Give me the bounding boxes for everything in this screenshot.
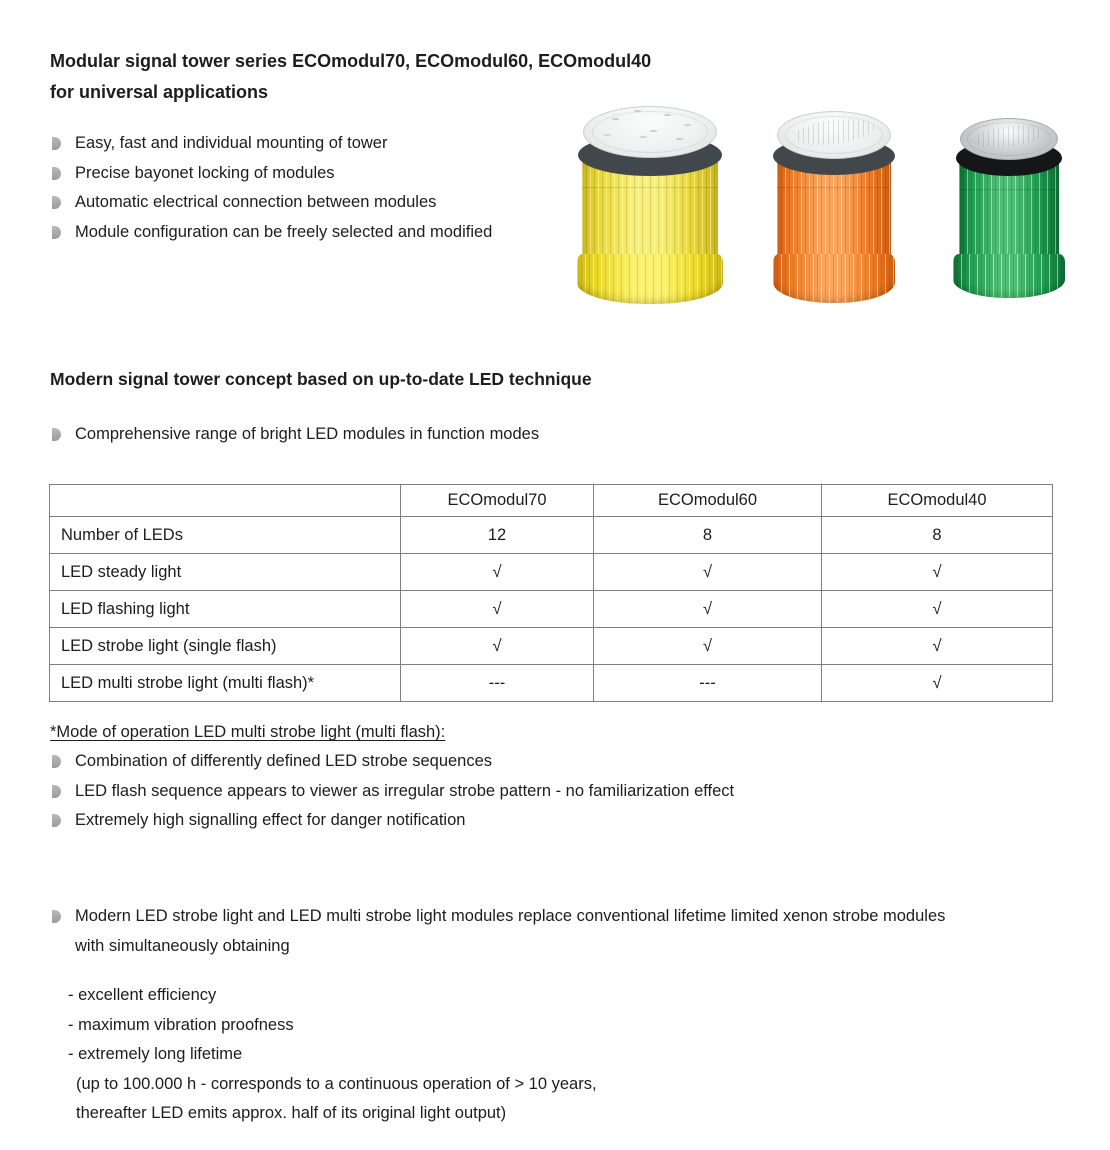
closing-text <box>75 902 945 961</box>
cap-printed-label <box>793 115 876 149</box>
bullet-text: Automatic electrical connection between modules <box>75 193 437 211</box>
bullet-text: Module configuration can be freely selected and modified <box>75 222 493 241</box>
spec-row <box>50 517 1053 554</box>
spec-row-label: LED steady light <box>50 554 401 591</box>
spec-header-ecomodul60: ECOmodul60 <box>594 485 822 517</box>
benefit-items <box>68 981 597 1070</box>
bullet-item <box>50 218 492 248</box>
bullet-icon <box>52 814 61 827</box>
closing-line-1: Modern LED strobe light and LED multi strobe light modules replace conventional lifetime limited xenon strobe modules <box>75 907 946 925</box>
bullet-text: Extremely high signalling effect for danger notification <box>75 811 466 829</box>
module-base <box>773 254 895 303</box>
intro-feature-list <box>50 129 492 247</box>
bullet-icon <box>52 196 61 209</box>
benefit-item: - maximum vibration proofness <box>68 1015 294 1034</box>
title-line-2: for universal applications <box>50 81 269 102</box>
spec-row-label: LED flashing light <box>50 591 401 628</box>
closing-line-2: with simultaneously obtaining <box>75 936 290 955</box>
page-title <box>50 46 651 107</box>
spec-row-label: LED multi strobe light (multi flash)* <box>50 665 401 702</box>
footnote-heading: *Mode of operation LED multi strobe light (multi flash): <box>50 723 446 741</box>
footnote-bullet-list <box>50 747 734 836</box>
spec-header-empty <box>50 485 401 517</box>
spec-value: 8 <box>822 517 1053 554</box>
spec-value: --- <box>594 665 822 702</box>
spec-row <box>50 665 1053 702</box>
module-cap <box>583 106 717 158</box>
title-line-1: Modular signal tower series ECOmodul70, ECOmodul60, ECOmodul40 <box>50 51 652 71</box>
bullet-text: Precise bayonet locking of modules <box>75 163 335 182</box>
product-photo-ecomodul40-green <box>953 118 1065 298</box>
module-cap <box>960 118 1058 160</box>
spec-value: √ <box>822 665 1053 702</box>
bullet-item <box>50 420 539 450</box>
spec-row-label: LED strobe light (single flash) <box>50 628 401 665</box>
module-base <box>577 254 723 304</box>
closing-paragraph <box>50 902 945 961</box>
spec-row <box>50 628 1053 665</box>
spec-value: √ <box>401 591 594 628</box>
spec-table-container <box>49 484 1053 702</box>
bullet-icon <box>52 910 61 923</box>
bullet-text: Comprehensive range of bright LED modules in function modes <box>75 425 540 443</box>
bullet-icon <box>52 785 61 798</box>
spec-value: √ <box>822 554 1053 591</box>
spec-value: --- <box>401 665 594 702</box>
cap-printed-label <box>973 122 1044 151</box>
bullet-icon <box>52 167 61 180</box>
spec-value: √ <box>594 554 822 591</box>
spec-table-header <box>50 485 1053 517</box>
bullet-item <box>50 806 734 836</box>
spec-header-ecomodul70: ECOmodul70 <box>401 485 594 517</box>
spec-table <box>49 484 1053 702</box>
spec-value: 8 <box>594 517 822 554</box>
module-cap <box>777 111 891 159</box>
spec-row-label: Number of LEDs <box>50 517 401 554</box>
bullet-text: LED flash sequence appears to viewer as irregular strobe pattern - no familiarization effect <box>75 781 735 800</box>
spec-header-ecomodul40: ECOmodul40 <box>822 485 1053 517</box>
lifetime-note-line-2: thereafter LED emits approx. half of its original light output) <box>76 1104 507 1122</box>
product-photo-ecomodul70-yellow <box>577 106 723 304</box>
spec-row <box>50 591 1053 628</box>
section-heading: Modern signal tower concept based on up-to-date LED technique <box>50 369 592 389</box>
bullet-item <box>50 747 734 777</box>
bullet-icon <box>52 755 61 768</box>
lifetime-note-line-1: (up to 100.000 h - corresponds to a continuous operation of > 10 years, <box>76 1074 597 1093</box>
product-photo-ecomodul60-orange <box>773 111 895 303</box>
bullet-text: Combination of differently defined LED strobe sequences <box>75 752 493 770</box>
spec-value: 12 <box>401 517 594 554</box>
spec-value: √ <box>822 591 1053 628</box>
benefit-list <box>68 981 597 1129</box>
benefit-item: - extremely long lifetime <box>68 1045 243 1063</box>
spec-value: √ <box>401 554 594 591</box>
benefit-item: - excellent efficiency <box>68 986 217 1004</box>
spec-value: √ <box>594 591 822 628</box>
bullet-item <box>50 777 734 807</box>
spec-header-row <box>50 485 1053 517</box>
section-bullet-list <box>50 420 539 450</box>
module-base <box>953 254 1065 298</box>
bullet-icon <box>52 137 61 150</box>
bullet-icon <box>52 428 61 441</box>
bullet-item <box>50 188 492 218</box>
spec-value: √ <box>822 628 1053 665</box>
bullet-item <box>50 159 492 189</box>
spec-row <box>50 554 1053 591</box>
spec-table-body <box>50 517 1053 702</box>
bullet-text: Easy, fast and individual mounting of tower <box>75 134 388 152</box>
bullet-item <box>50 129 492 159</box>
cap-vent-marks <box>650 130 657 132</box>
spec-value: √ <box>594 628 822 665</box>
bullet-icon <box>52 226 61 239</box>
spec-value: √ <box>401 628 594 665</box>
